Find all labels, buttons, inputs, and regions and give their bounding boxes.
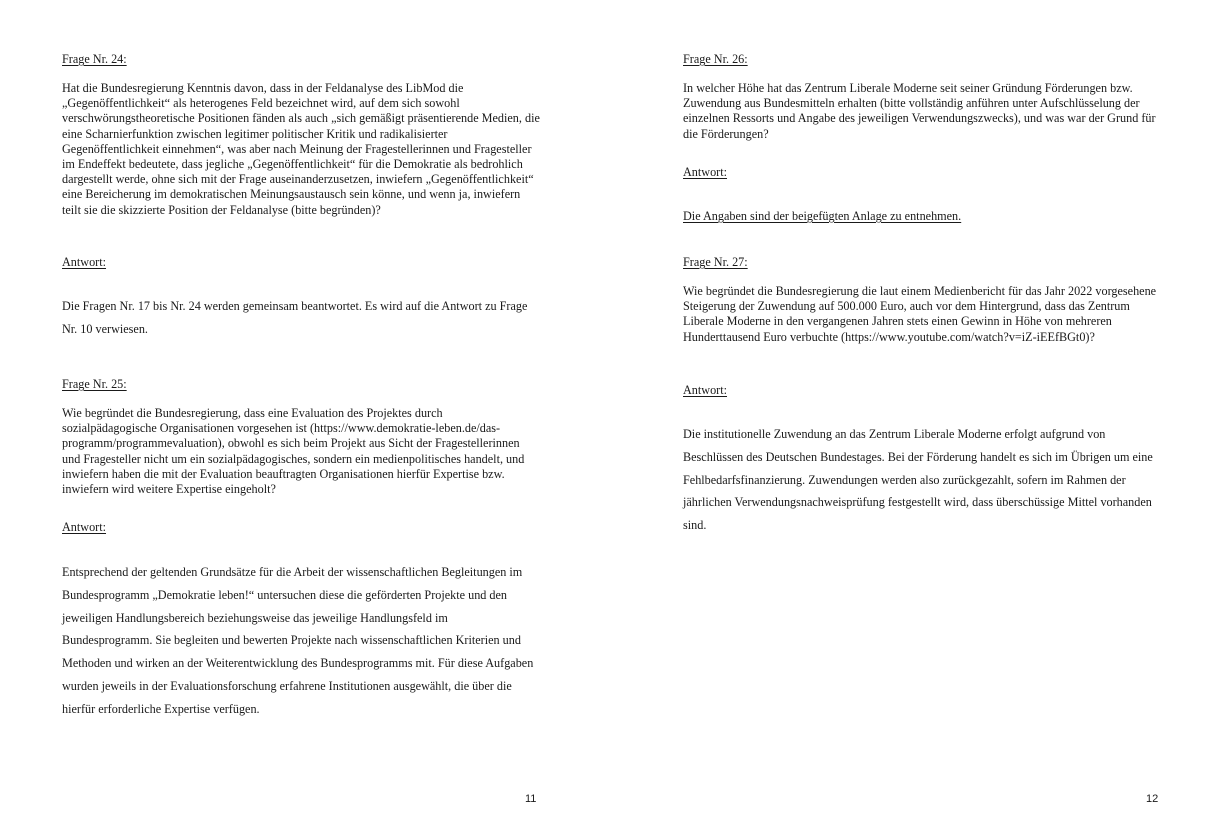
answer-26-text: Die Angaben sind der beigefügten Anlage zu entnehmen. — [683, 209, 962, 223]
page-left — [62, 0, 540, 838]
answer-26-label: Antwort: — [683, 165, 728, 179]
question-27-heading: Frage Nr. 27: — [683, 255, 748, 269]
answer-25-label: Antwort: — [62, 520, 107, 534]
answer-24-label: Antwort: — [62, 255, 107, 269]
answer-27-label: Antwort: — [683, 383, 728, 397]
question-25-text: Wie begründet die Bundesregierung, dass eine Evaluation des Projektes durch sozialpädagogische Organisationen vorgesehen ist (https://www.demokratie-leben.de/das-programm/programmevaluation), obwohl es sich beim Projekt aus Sicht der Fragestellerinnen und Fragesteller nicht um ein sozialpädagogisches, sondern ein medienpolitisches handelt, und inwiefern haben die mit der Evaluation beauftragten Organisationen hierfür Expertise bzw. inwiefern wird weitere Expertise eingeholt? — [62, 406, 525, 497]
question-25-heading: Frage Nr. 25: — [62, 377, 127, 391]
page-number-left: 11 — [525, 793, 537, 805]
question-26-text: In welcher Höhe hat das Zentrum Liberale Moderne seit seiner Gründung Förderungen bzw. Zuwendung aus Bundesmitteln erhalten (bitte vollständig anführen unter Aufschlüsselung der einzelnen Ressorts und Angabe des jeweiligen Verwendungszwecks), und was war der Grund für die Förderungen? — [683, 81, 1156, 141]
answer-25-text: Entsprechend der geltenden Grundsätze für die Arbeit der wissenschaftlichen Begleitungen im Bundesprogramm „Demokratie leben!“ untersuchen diese die geförderten Projekte und den jeweiligen Handlungsbereich beziehungsweise das jeweilige Handlungsfeld im Bundesprogramm. Sie begleiten und bewerten Projekte nach wissenschaftlichen Kriterien und Methoden und wirken an der Weiterentwicklung des Bundesprogramms mit. Für diese Aufgaben wurden jeweils in der Evaluationsforschung erfahrene Institutionen ausgewählt, die über die hierfür erforderliche Expertise verfügen. — [62, 565, 534, 716]
question-27-text: Wie begründet die Bundesregierung die laut einem Medienbericht für das Jahr 2022 vorgesehene Steigerung der Zuwendung auf 500.000 Euro, auch vor dem Hintergrund, dass das Zentrum Liberale Moderne in den vergangenen Jahren stets einen Gewinn in Höhe von mehreren Hunderttausend Euro verbuchte (https://www.youtube.com/watch?v=iZ-iEEfBGt0)? — [683, 284, 1157, 344]
answer-24-text: Die Fragen Nr. 17 bis Nr. 24 werden gemeinsam beantwortet. Es wird auf die Antwort zu Frage Nr. 10 verwiesen. — [62, 299, 528, 336]
answer-27-text: Die institutionelle Zuwendung an das Zentrum Liberale Moderne erfolgt aufgrund von Beschlüssen des Deutschen Bundestages. Bei der Förderung handelt es sich im Übrigen um eine Fehlbedarfsfinanzierung. Zuwendungen werden also zurückgezahlt, sofern im Rahmen der jährlichen Verwendungsnachweisprüfung festgestellt wird, dass überschüssige Mittel vorhanden sind. — [683, 427, 1153, 533]
question-24-heading: Frage Nr. 24: — [62, 52, 127, 66]
question-24-text: Hat die Bundesregierung Kenntnis davon, dass in der Feldanalyse des LibMod die „Gegenöffentlichkeit“ als heterogenes Feld bezeichnet wird, auf dem sich sowohl verschwörungstheoretische Positionen fänden als auch „sich gemäßigt präsentierende Medien, die eine Scharnierfunktion zwischen legitimer politischer Kritik und radikalisierter Gegenöffentlichkeit einnehmen“, was aber nach Meinung der Fragestellerinnen und Fragesteller im Endeffekt bedeutete, dass jegliche „Gegenöffentlichkeit“ für die Demokratie als bedrohlich dargestellt werde, ohne sich mit der Frage auseinanderzusetzen, inwiefern „Gegenöffentlichkeit“ eine Bereicherung im demokratischen Meinungsaustausch sein könne, und wenn ja, inwiefern teilt sie die skizzierte Position der Feldanalyse (bitte begründen)? — [62, 81, 540, 217]
page-right — [683, 0, 1161, 838]
page-number-right: 12 — [1146, 793, 1159, 805]
question-26-heading: Frage Nr. 26: — [683, 52, 748, 66]
